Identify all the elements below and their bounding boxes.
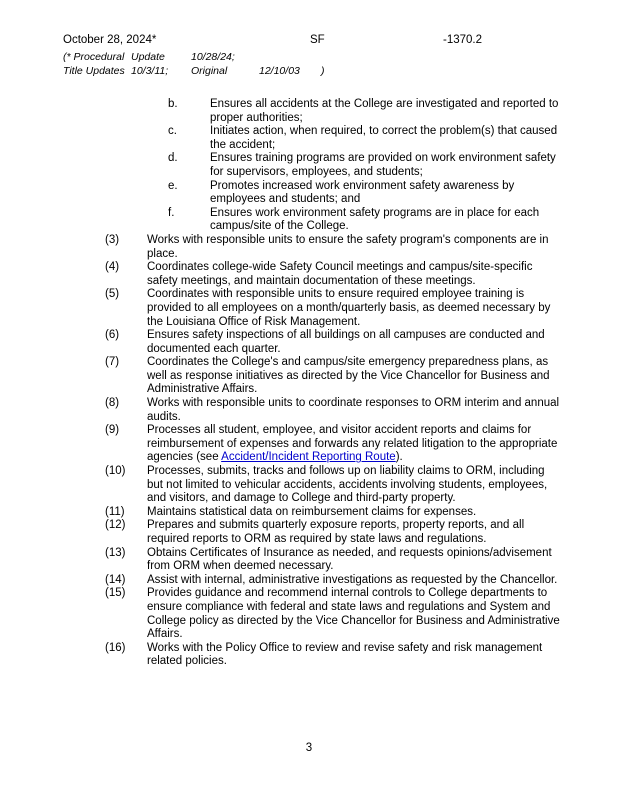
- list-item-marker: (16): [105, 641, 126, 654]
- list-item: [63, 506, 563, 520]
- header-note-title-updates: Title Updates: [63, 65, 125, 77]
- header-note-update: Update: [131, 51, 165, 63]
- list-item-text: Ensures all accidents at the College are investigated and reported to proper authorities;: [210, 98, 559, 124]
- list-item-text: Coordinates with responsible units to ensure required employee training is provided to all employees on a month/quarterly basis, as deemed necessary by the Louisiana Office of Risk Management.: [147, 288, 551, 328]
- header-date: October 28, 2024*: [63, 34, 157, 46]
- list-item-text: Ensures work environment safety programs are in place for each campus/site of the College.: [210, 206, 540, 233]
- list-item-text-before-link: Processes all student, employee, and visitor accident reports and claims for reimbursement of expenses and forwards any related litigation to the appropriate agencies (see: [147, 424, 558, 464]
- list-item: [63, 329, 563, 356]
- list-item-marker: (10): [105, 465, 126, 478]
- list-item-marker: c.: [168, 125, 177, 138]
- header-note-procedural: (* Procedural: [63, 51, 125, 63]
- list-item: [63, 574, 563, 588]
- list-item-text: Processes, submits, tracks and follows up on liability claims to ORM, including but not limited to vehicular accidents, accidents involving students, employees, and visitors, and damage to College and third-party property.: [147, 465, 548, 505]
- header-note-closeparen: ): [321, 65, 325, 77]
- list-item: [63, 234, 563, 261]
- list-item-text: Obtains Certificates of Insurance as needed, and requests opinions/advisement from ORM when deemed necessary.: [147, 546, 552, 573]
- list-item-text: Ensures safety inspections of all buildings on all campuses are conducted and documented each quarter.: [147, 329, 545, 355]
- list-item-marker: (3): [105, 233, 120, 246]
- list-item-marker: (6): [105, 329, 120, 342]
- list-item: [63, 465, 563, 506]
- list-item-marker: (12): [105, 519, 126, 532]
- list-item-marker: (4): [105, 261, 120, 274]
- page-number: 3: [305, 742, 313, 754]
- header-note-line-2: [63, 64, 563, 78]
- header-note-line-1: [63, 50, 563, 64]
- list-item: [63, 547, 563, 574]
- document-content: [63, 34, 563, 669]
- body-list: [63, 98, 563, 669]
- list-item: [63, 125, 563, 152]
- list-item-text: Works with responsible units to coordinate responses to ORM interim and annual audits.: [147, 397, 560, 423]
- list-item-marker: (15): [105, 587, 126, 600]
- list-item-with-link: [63, 424, 563, 465]
- list-item-text: Assist with internal, administrative investigations as requested by the Chancellor.: [147, 573, 558, 586]
- list-item-marker: (9): [105, 424, 120, 437]
- list-item-text: Initiates action, when required, to correct the problem(s) that caused the accident;: [210, 125, 558, 151]
- list-item-marker: e.: [168, 179, 178, 192]
- list-item: [63, 207, 563, 234]
- list-item-marker: (5): [105, 288, 120, 301]
- list-item-text: Ensures training programs are provided on work environment safety for supervisors, employees, and students;: [210, 152, 556, 178]
- list-item-marker: (14): [105, 573, 126, 586]
- list-item: [63, 397, 563, 424]
- list-item: [63, 98, 563, 125]
- list-item-text: Works with responsible units to ensure the safety program's components are in place.: [147, 233, 549, 260]
- list-item-marker: (11): [105, 505, 125, 518]
- document-header-line: [63, 34, 563, 50]
- list-item-marker: (13): [105, 546, 126, 559]
- list-item-marker: b.: [168, 98, 178, 110]
- list-item-text: Works with the Policy Office to review and revise safety and risk management related policies.: [147, 641, 543, 668]
- list-item-text: Prepares and submits quarterly exposure reports, property reports, and all required reports to ORM as required by state laws and regulations.: [147, 519, 525, 545]
- header-number: -1370.2: [443, 34, 483, 46]
- list-item-text: [147, 424, 563, 465]
- list-item-marker: d.: [168, 152, 178, 165]
- header-note-original: Original: [191, 65, 228, 77]
- header-code: SF: [310, 34, 325, 46]
- list-item: [63, 152, 563, 179]
- list-item: [63, 288, 563, 329]
- list-item: [63, 642, 563, 669]
- page-footer: [0, 742, 618, 754]
- list-item: [63, 519, 563, 546]
- list-item-text: Coordinates college-wide Safety Council meetings and campus/site-specific safety meetings, and maintain documentation of these meetings.: [147, 261, 533, 287]
- header-note-title-date: 10/3/11;: [131, 65, 169, 77]
- list-item: [63, 180, 563, 207]
- list-item: [63, 587, 563, 641]
- list-item-marker: (7): [105, 356, 120, 369]
- list-item: [63, 356, 563, 397]
- list-item-text: Provides guidance and recommend internal controls to College departments to ensure compliance with federal and state laws and regulations and System and College policy as directed by the Vice Chancellor for Business and Administrative Affairs.: [147, 587, 560, 641]
- accident-incident-reporting-route-link[interactable]: Accident/Incident Reporting Route: [221, 451, 396, 464]
- header-note-update-date: 10/28/24;: [191, 51, 235, 63]
- list-item-text: Maintains statistical data on reimbursement claims for expenses.: [147, 505, 477, 518]
- list-item-marker: (8): [105, 397, 120, 410]
- list-item: [63, 261, 563, 288]
- header-note-original-date: 12/10/03: [259, 65, 300, 77]
- list-item-text: Promotes increased work environment safety awareness by employees and students; and: [210, 179, 515, 206]
- list-item-text-after-link: ).: [395, 451, 403, 464]
- list-item-text: Coordinates the College's and campus/site emergency preparedness plans, as well as response initiatives as directed by the Vice Chancellor for Business and Administrative Affairs.: [147, 356, 550, 396]
- list-item-marker: f.: [168, 206, 175, 219]
